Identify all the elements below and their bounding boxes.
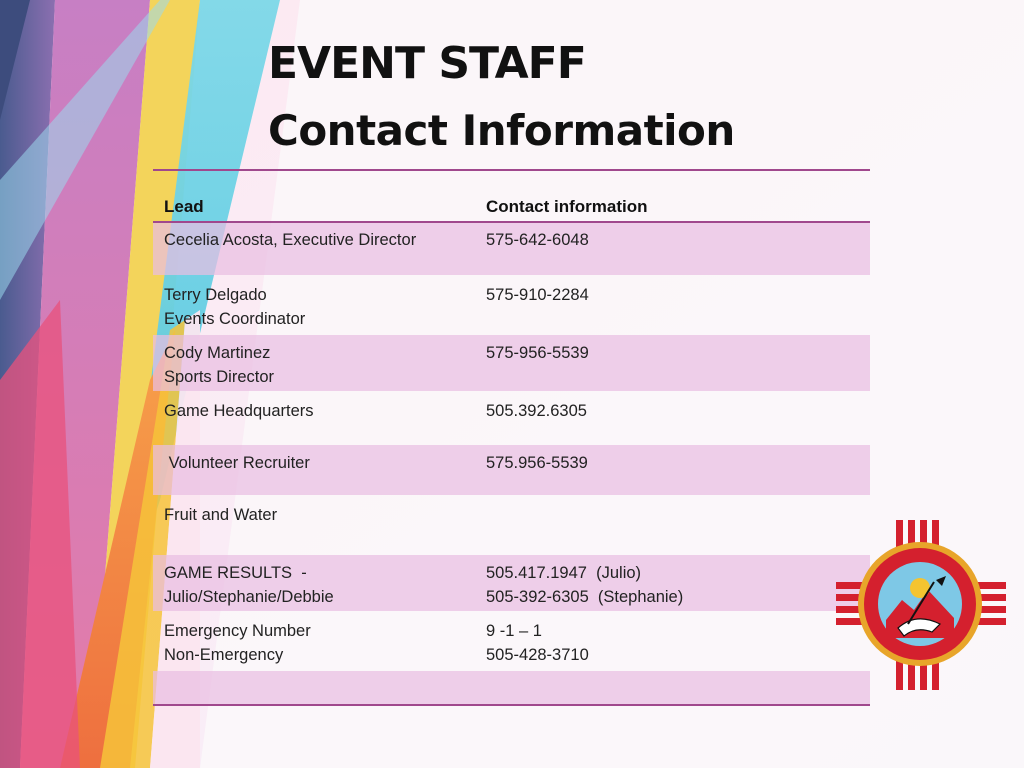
lead-title: Non-Emergency [164,646,284,664]
table-row [153,277,870,333]
header-lead: Lead [164,197,204,216]
lead-title: Events Coordinator [164,310,306,328]
lead-name: Cecelia Acosta, Executive Director [164,231,417,249]
table-header-row [153,187,870,221]
header-contact: Contact information [486,197,648,216]
table-bottom-rule [153,704,870,706]
new-mexico-senior-olympics-logo [836,520,1006,690]
lead-name: Cody Martinez [164,344,271,362]
lead-title: Sports Director [164,368,275,386]
table-row [153,555,870,611]
contact-phone: 575-642-6048 [486,231,589,249]
contact-phone: 575-910-2284 [486,286,589,304]
contact-phone: 505-428-3710 [486,646,589,664]
table-row [153,335,870,391]
slide-title: EVENT STAFF [268,38,586,89]
table-row [153,223,870,275]
contact-phone: 505-392-6305 (Stephanie) [486,588,684,606]
table-row [153,393,870,443]
contact-phone: 505.417.1947 (Julio) [486,564,642,582]
lead-title: Julio/Stephanie/Debbie [164,588,334,606]
table-row [153,497,870,553]
lead-name: GAME RESULTS - [164,564,307,582]
slide-subtitle: Contact Information [268,106,735,155]
lead-name: Fruit and Water [164,506,278,524]
lead-name: Volunteer Recruiter [164,454,310,472]
contact-phone: 575-956-5539 [486,344,589,362]
table-top-rule [153,169,870,171]
contact-phone: 575.956-5539 [486,454,588,472]
lead-name: Terry Delgado [164,286,267,304]
lead-name: Game Headquarters [164,402,314,420]
table-row [153,671,870,704]
contact-phone: 9 -1 – 1 [486,622,542,640]
table-row [153,445,870,495]
lead-name: Emergency Number [164,622,311,640]
contact-phone: 505.392.6305 [486,402,587,420]
table-row [153,613,870,669]
